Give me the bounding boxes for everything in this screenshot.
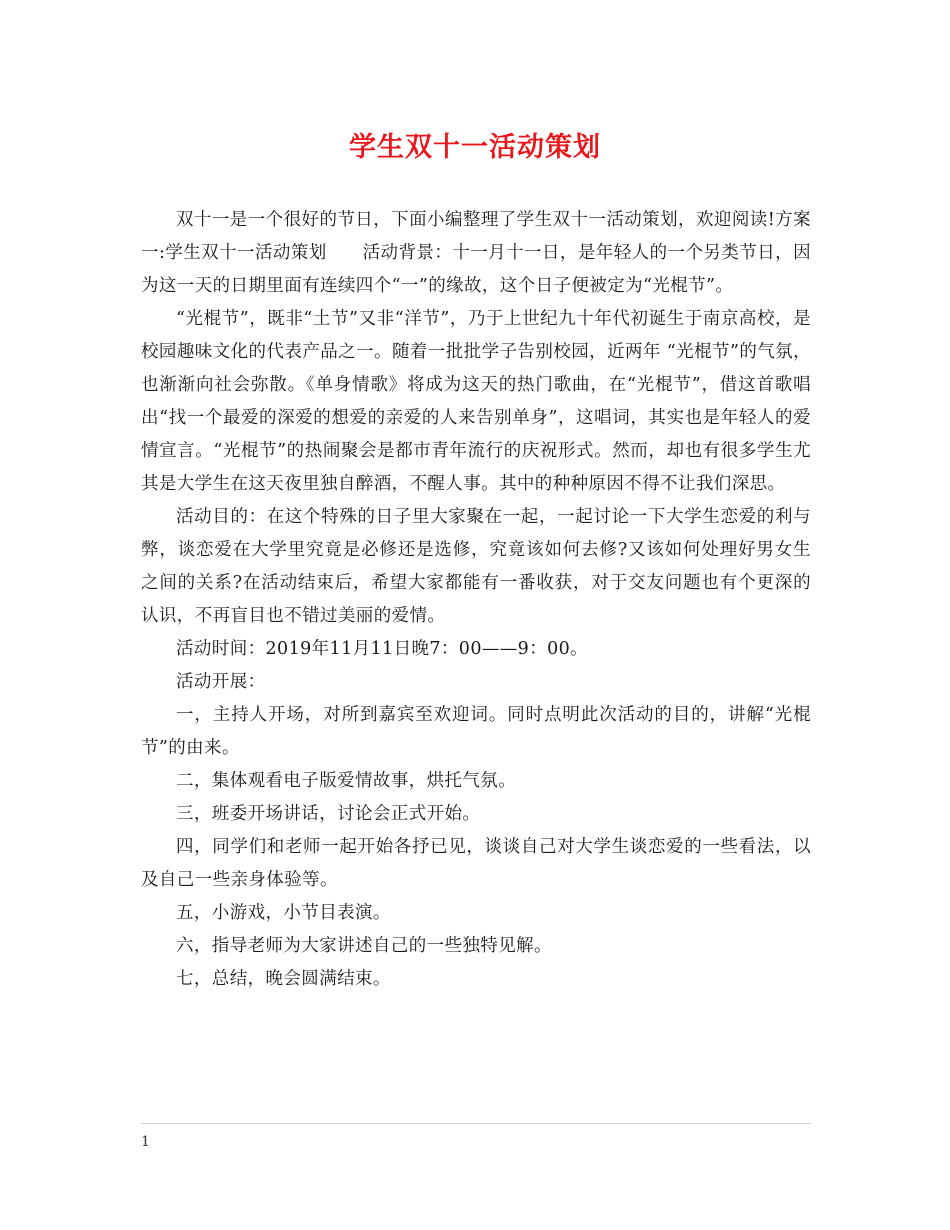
- paragraph-background: “光棍节”，既非“土节”又非“洋节”，乃于上世纪九十年代初诞生于南京高校，是校园趣味文化的代表产品之一。随着一批批学子告别校园，近两年 “光棍节”的气氛，也渐渐向社会弥散。《单身情歌》将成为这天的热门歌曲，在“光棍节”，借这首歌唱出“找一个最爱的深爱的想爱的亲爱的人来告别单身”，这唱词，其实也是年轻人的爱情宣言。“光棍节”的热闹聚会是都市青年流行的庆祝形式。然而，却也有很多学生尤其是大学生在这天夜里独自醉酒，不醒人事。其中的种种原因不得不让我们深思。: [141, 309, 811, 494]
- page-number: 1: [141, 1134, 150, 1150]
- paragraph-intro: 双十一是一个很好的节日，下面小编整理了学生双十一活动策划，欢迎阅读!方案一:学生双十一活动策划 活动背景：十一月十一日，是年轻人的一个另类节日，因为这一天的日期里面有连续四个“一”的缘故，这个日子便被定为“光棍节”。: [141, 210, 811, 296]
- list-item: 一，主持人开场，对所到嘉宾至欢迎词。同时点明此次活动的目的，讲解“光棍节”的由来。: [141, 705, 811, 758]
- document-body: [141, 204, 811, 996]
- list-item: 七，总结，晚会圆满结束。: [176, 969, 391, 989]
- list-item: 三，班委开场讲话，讨论会正式开始。: [176, 804, 481, 824]
- list-item: 四，同学们和老师一起开始各抒已见，谈谈自己对大学生谈恋爱的一些看法，以及自己一些亲身体验等。: [141, 837, 811, 890]
- footer-divider: [141, 1123, 811, 1124]
- list-item: 五，小游戏，小节目表演。: [176, 903, 391, 923]
- paragraph-time: 活动时间：2019年11月11日晚7：00——9：00。: [176, 639, 589, 659]
- document-title: 学生双十一活动策划: [349, 132, 601, 163]
- paragraph-purpose: 活动目的：在这个特殊的日子里大家聚在一起，一起讨论一下大学生恋爱的利与弊，谈恋爱在大学里究竟是必修还是选修，究竟该如何去修?又该如何处理好男女生之间的关系?在活动结束后，希望大家都能有一番收获，对于交友问题也有个更深的认识，不再盲目也不错过美丽的爱情。: [141, 507, 811, 626]
- list-item: 六，指导老师为大家讲述自己的一些独特见解。: [176, 936, 552, 956]
- list-item: 二，集体观看电子版爱情故事，烘托气氛。: [176, 771, 517, 791]
- paragraph-activities-heading: 活动开展：: [176, 672, 266, 692]
